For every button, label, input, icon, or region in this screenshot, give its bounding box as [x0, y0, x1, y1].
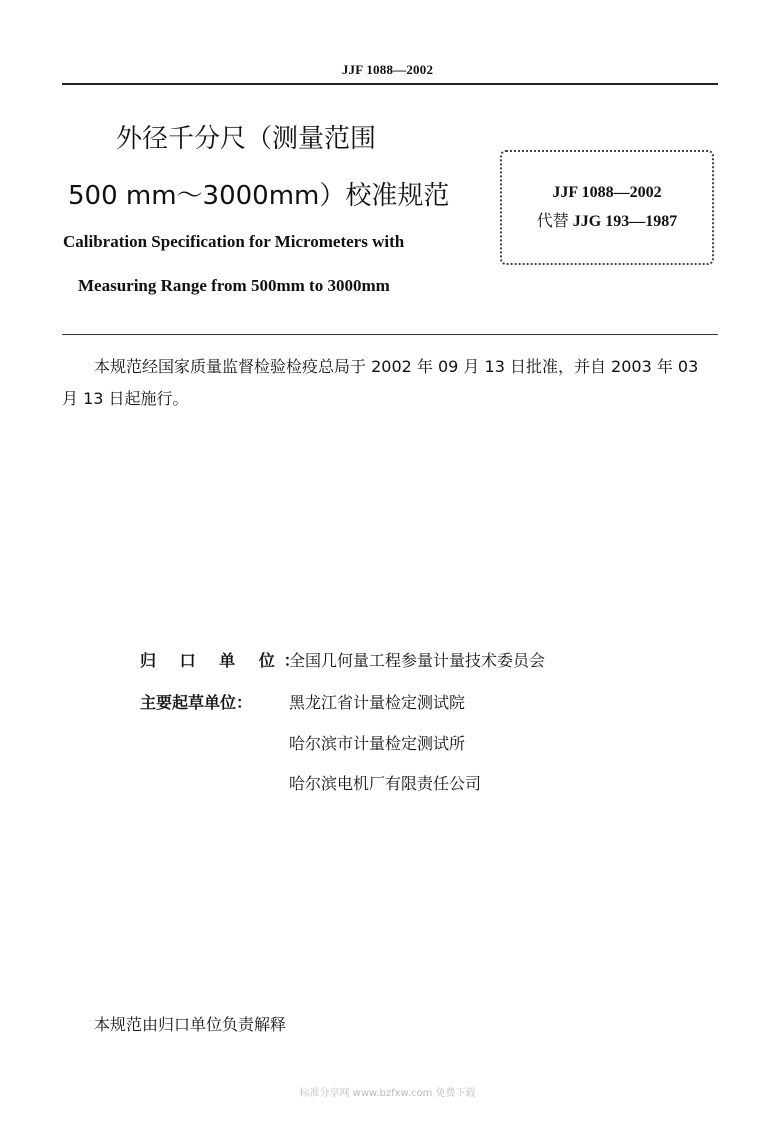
site-watermark: 标准分享网 www.bzfxw.com 免费下载 [299, 1088, 476, 1099]
responsible-unit-label: 归 口 单 位： [140, 651, 309, 670]
header-standard-code: JJF 1088—2002 [341, 62, 434, 77]
standard-code-stamp [500, 150, 714, 265]
responsible-unit-value: 全国几何量工程参量计量技术委员会 [289, 651, 546, 670]
drafting-unit-label: 主要起草单位： [140, 693, 253, 712]
stamp-replaces-code: JJG 193—1987 [572, 213, 678, 230]
approval-paragraph: 本规范经国家质量监督检验检疫总局于 2002 年 09 月 13 日批准，并自 2003 年 03 月 13 日起施行。 [62, 357, 699, 408]
drafting-unit-1: 黑龙江省计量检定测试院 [289, 693, 466, 712]
title-en-line2: Measuring Range from 500mm to 3000mm [78, 276, 390, 295]
interpretation-note: 本规范由归口单位负责解释 [94, 1015, 287, 1034]
title-cn-line1: 外径千分尺（测量范围 [116, 124, 377, 154]
stamp-replaces-prefix: 代替 [536, 211, 569, 230]
stamp-replaces [502, 208, 712, 231]
stamp-code: JJF 1088—2002 [552, 184, 662, 201]
title-rule [62, 334, 718, 335]
title-cn-line2: 500 mm～3000mm）校准规范 [68, 181, 450, 211]
drafting-unit-2: 哈尔滨市计量检定测试所 [289, 734, 466, 753]
title-en-line1: Calibration Specification for Micrometers with [63, 232, 405, 251]
header-rule [62, 83, 718, 85]
drafting-unit-3: 哈尔滨电机厂有限责任公司 [289, 774, 482, 793]
